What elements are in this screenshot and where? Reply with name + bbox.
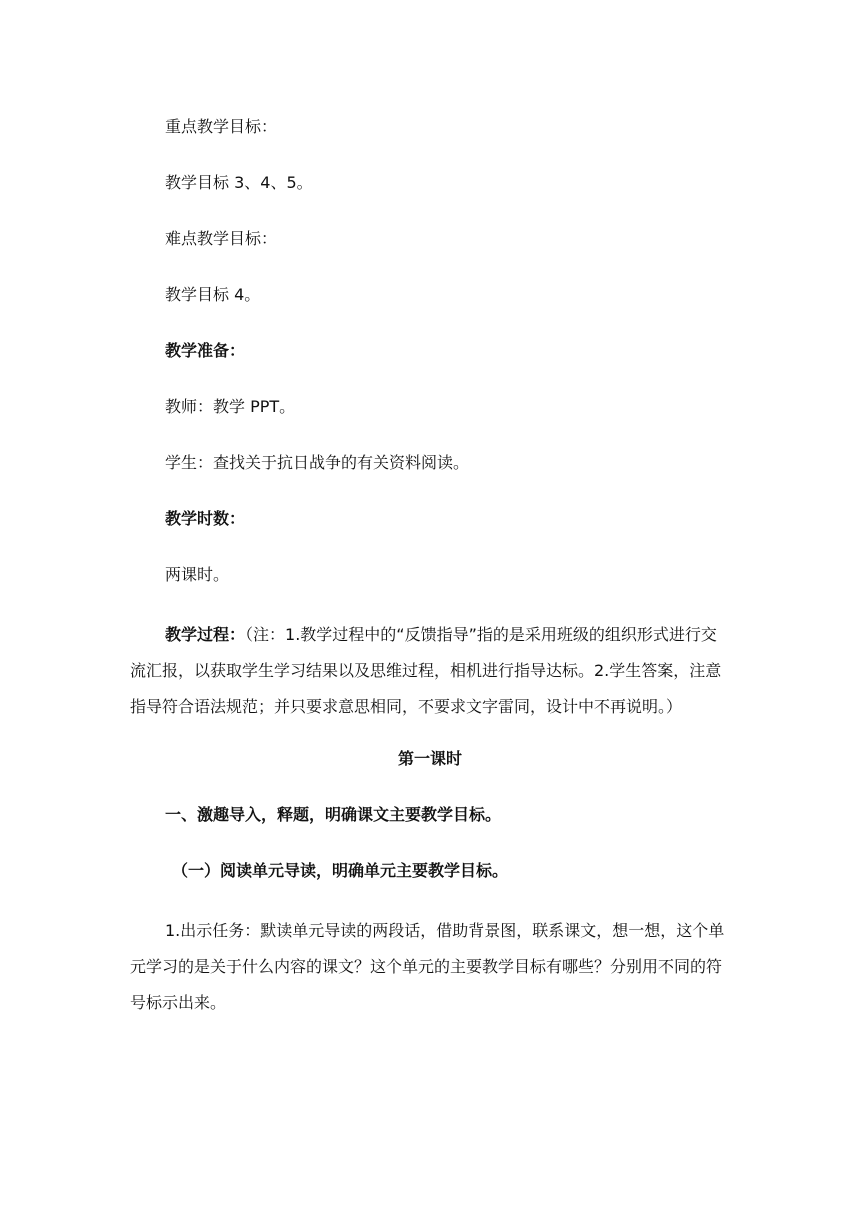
process-label: 教学过程： <box>165 625 246 644</box>
student-preparation: 学生：查找关于抗日战争的有关资料阅读。 <box>165 453 470 472</box>
preparation-heading: 教学准备： <box>165 341 246 360</box>
difficult-objectives-heading: 难点教学目标： <box>165 229 278 248</box>
duration-heading: 教学时数： <box>165 509 246 528</box>
key-objectives-heading: 重点教学目标： <box>165 117 278 136</box>
section-heading-1: 一、激趣导入，释题，明确课文主要教学目标。 <box>165 805 502 824</box>
key-objectives-text: 教学目标 3、4、5。 <box>165 173 313 192</box>
teacher-preparation: 教师：教学 PPT。 <box>165 397 296 416</box>
process-paragraph <box>130 617 730 725</box>
difficult-objectives-text: 教学目标 4。 <box>165 285 261 304</box>
document-body <box>130 113 730 1041</box>
subsection-heading-1: （一）阅读单元导读，明确单元主要教学目标。 <box>172 861 509 880</box>
task-paragraph-1: 1.出示任务：默读单元导读的两段话，借助背景图，联系课文，想一想，这个单元学习的是关于什么内容的课文？这个单元的主要教学目标有哪些？分别用不同的符号标示出来。 <box>130 921 725 1012</box>
lesson-title: 第一课时 <box>397 749 462 768</box>
process-note: （注：1.教学过程中的“反馈指导”指的是采用班级的组织形式进行交流汇报，以获取学生学习结果以及思维过程，相机进行指导达标。2.学生答案，注意指导符合语法规范；并只要求意思相同，不要求文字雷同，设计中不再说明。） <box>130 625 722 716</box>
duration-text: 两课时。 <box>165 565 230 584</box>
